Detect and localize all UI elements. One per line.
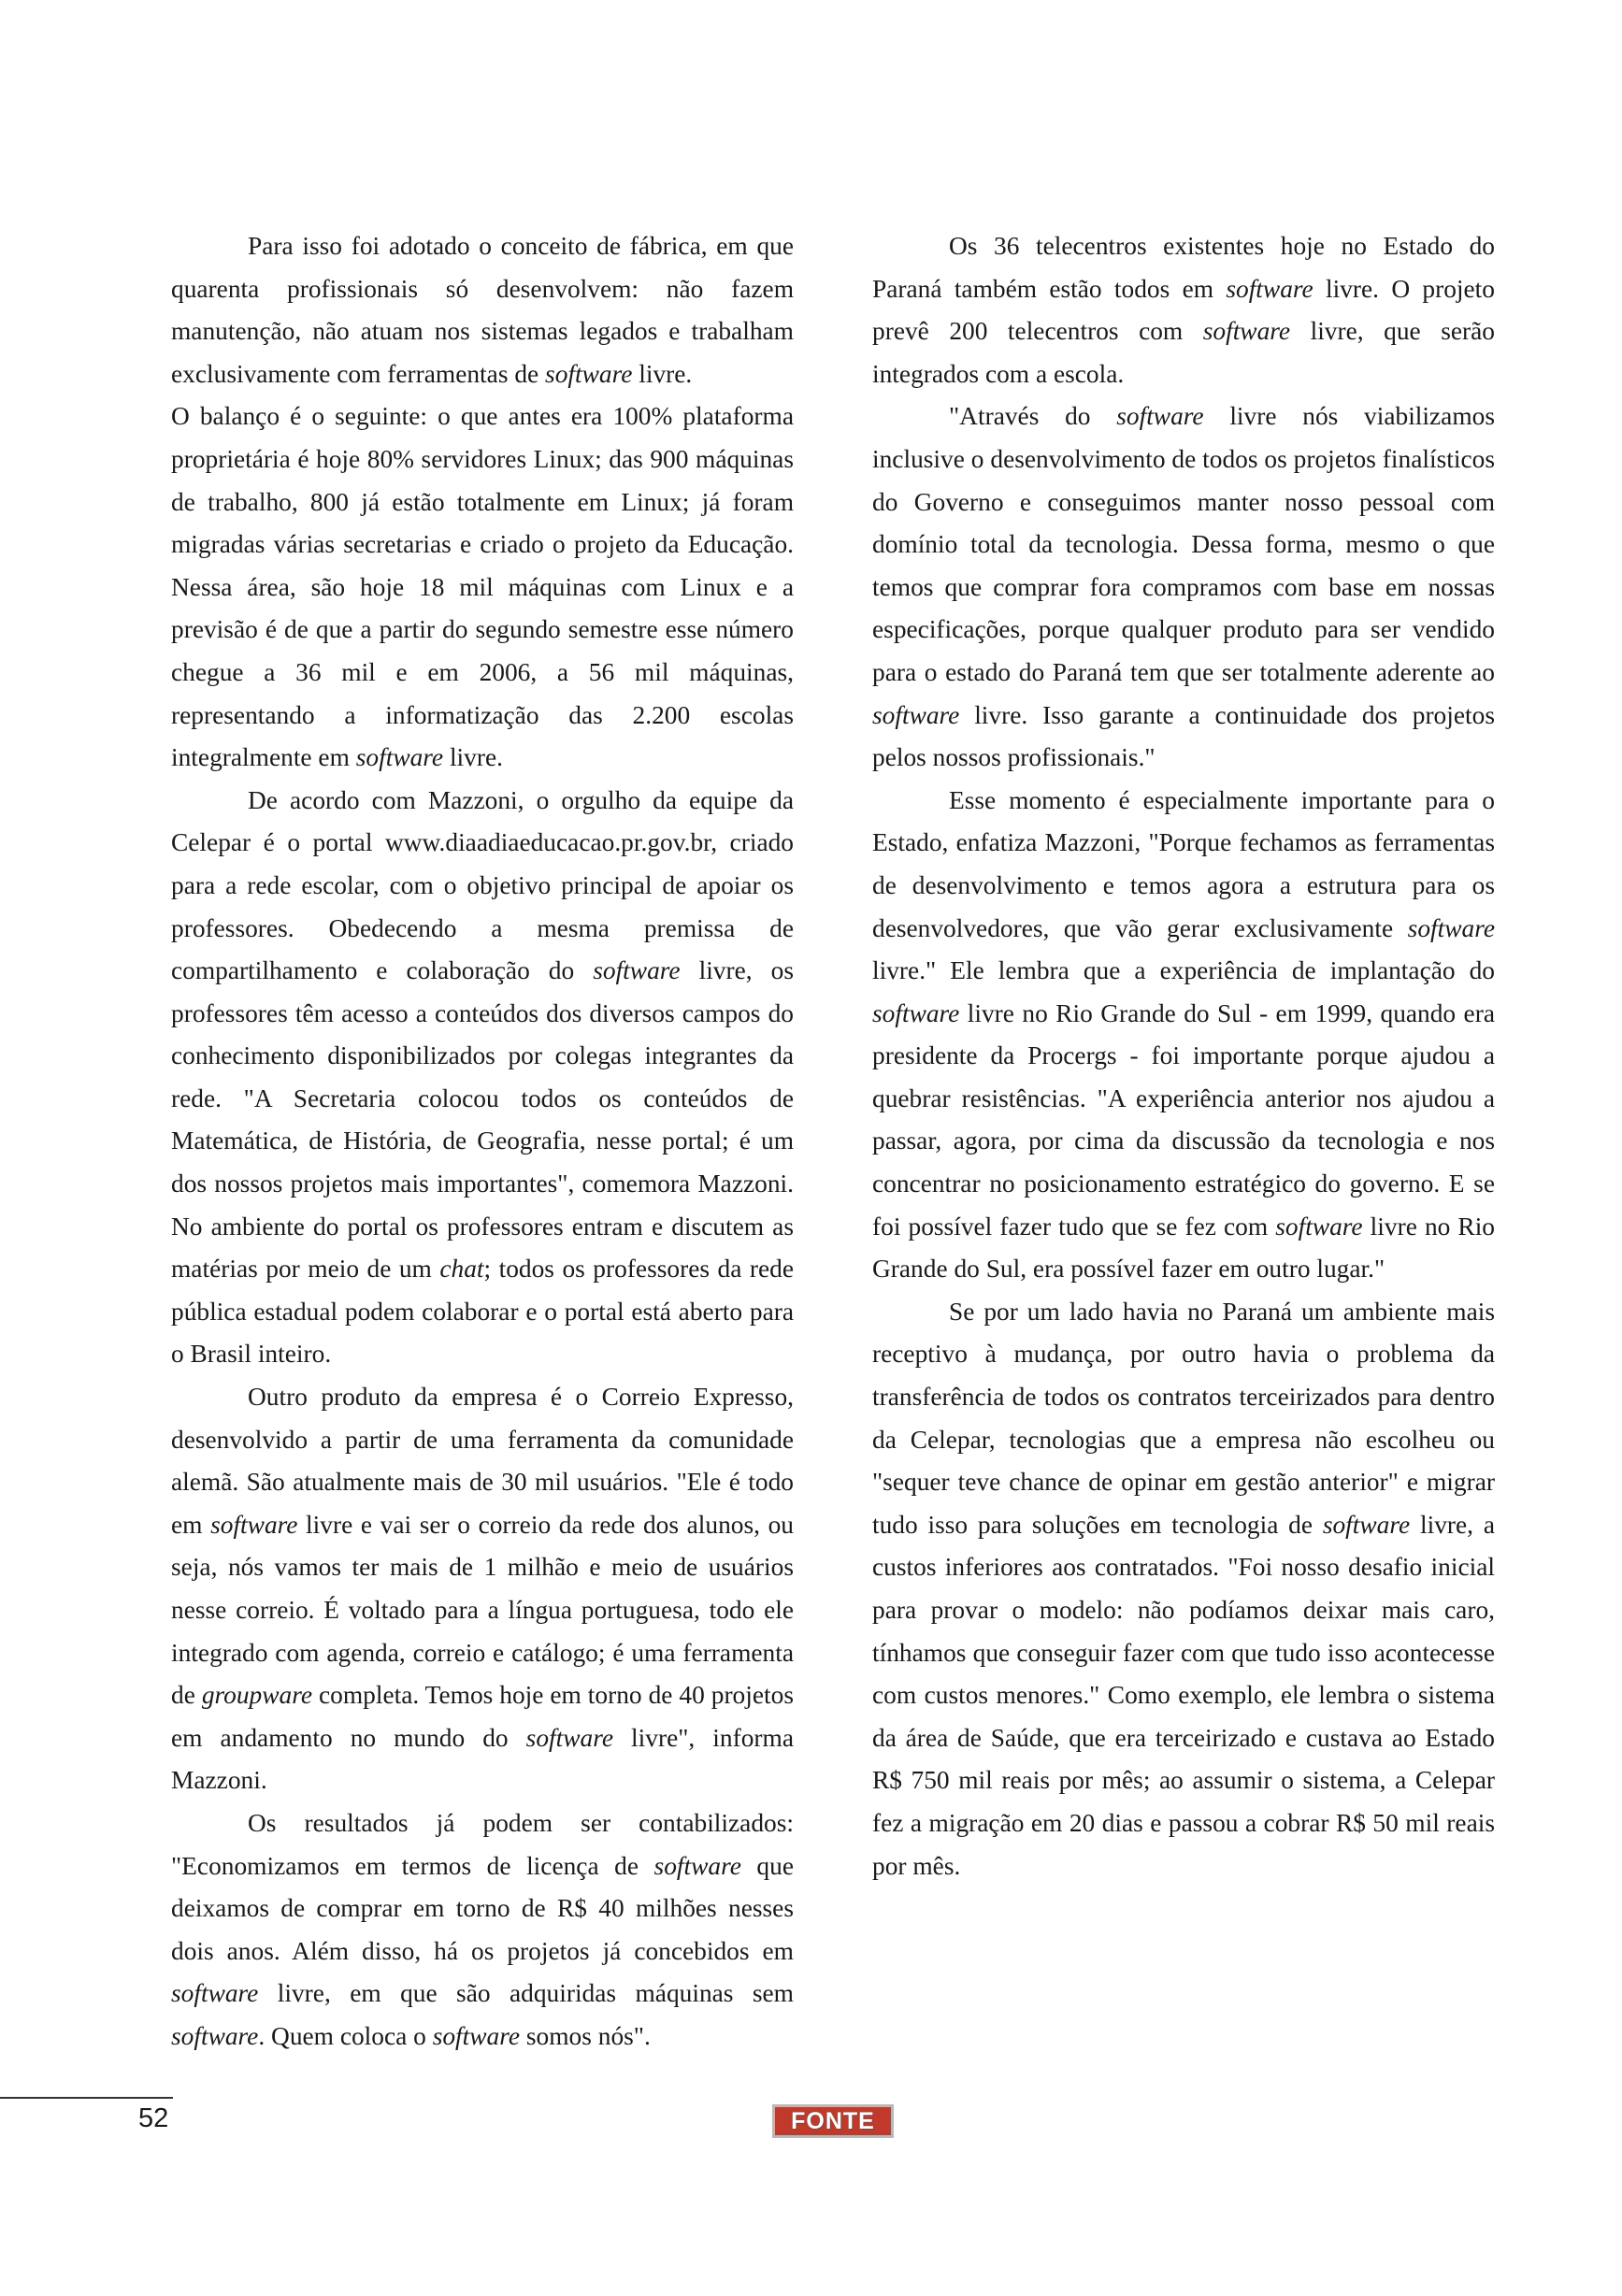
left-paragraph-5: Os resultados já podem ser contabilizados: "Economizamos em termos de licença de software que deixamos de comprar em torno de R$ 40 milhões nesses dois anos. Além disso, há os projetos já concebidos em software livre, em que são adquiridas máquinas sem software. Quem coloca o software somos nós". bbox=[171, 1808, 794, 2050]
right-paragraph-4: Se por um lado havia no Paraná um ambiente mais receptivo à mudança, por outro havia o problema da transferência de todos os contratos terceirizados para dentro da Celepar, tecnologias que a empresa não escolheu ou "sequer teve chance de opinar em gestão anterior" e migrar tudo isso para soluções em tecnologia de software livre, a custos inferiores aos contratados. "Foi nosso desafio inicial para provar o modelo: não podíamos deixar mais caro, tínhamos que conseguir fazer com que tudo isso acontecesse com custos menores." Como exemplo, ele lembra o sistema da área de Saúde, que era terceirizado e custava ao Estado R$ 750 mil reais por mês; ao assumir o sistema, a Celepar fez a migração em 20 dias e passou a cobrar R$ 50 mil reais por mês. bbox=[872, 1297, 1495, 1880]
left-paragraph-2: O balanço é o seguinte: o que antes era 100% plataforma proprietária é hoje 80% servidores Linux; das 900 máquinas de trabalho, 800 já estão totalmente em Linux; já foram migradas várias secretarias e criado o projeto da Educação. Nessa área, são hoje 18 mil máquinas com Linux e a previsão é de que a partir do segundo semestre esse número chegue a 36 mil e em 2006, a 56 mil máquinas, representando a informatização das 2.200 escolas integralmente em software livre. bbox=[171, 402, 794, 772]
left-paragraph-3: De acordo com Mazzoni, o orgulho da equipe da Celepar é o portal www.diaadiaeducacao.pr.gov.br, criado para a rede escolar, com o objetivo principal de apoiar os professores. Obedecendo a mesma premissa de compartilhamento e colaboração do software livre, os professores têm acesso a conteúdos dos diversos campos do conhecimento disponibilizados por colegas integrantes da rede. "A Secretaria colocou todos os conteúdos de Matemática, de História, de Geografia, nesse portal; é um dos nossos projetos mais importantes", comemora Mazzoni. No ambiente do portal os professores entram e discutem as matérias por meio de um chat; todos os professores da rede pública estadual podem colaborar e o portal está aberto para o Brasil inteiro. bbox=[171, 785, 795, 1369]
footer-rule bbox=[0, 2097, 173, 2099]
page-number: 52 bbox=[138, 2103, 169, 2133]
left-paragraph-1: Para isso foi adotado o conceito de fábrica, em que quarenta profissionais só desenvolvem: não fazem manutenção, não atuam nos sistemas legados e trabalham exclusivamente com ferramentas de software livre. bbox=[171, 232, 794, 388]
fonte-logo: FONTE bbox=[772, 2104, 894, 2138]
left-text-column bbox=[171, 225, 794, 2059]
right-paragraph-3: Esse momento é especialmente importante para o Estado, enfatiza Mazzoni, "Porque fechamos as ferramentas de desenvolvimento e temos agora a estrutura para os desenvolvedores, que vão gerar exclusivamente software livre." Ele lembra que a experiência de implantação do software livre no Rio Grande do Sul - em 1999, quando era presidente da Procergs - foi importante porque ajudou a quebrar resistências. "A experiência anterior nos ajudou a passar, agora, por cima da discussão da tecnologia e nos concentrar no posicionamento estratégico do governo. E se foi possível fazer tudo que se fez com software livre no Rio Grande do Sul, era possível fazer em outro lugar." bbox=[872, 785, 1496, 1284]
right-paragraph-1: Os 36 telecentros existentes hoje no Estado do Paraná também estão todos em software livre. O projeto prevê 200 telecentros com software livre, que serão integrados com a escola. bbox=[872, 232, 1495, 388]
left-paragraph-4: Outro produto da empresa é o Correio Expresso, desenvolvido a partir de uma ferramenta da comunidade alemã. São atualmente mais de 30 mil usuários. "Ele é todo em software livre e vai ser o correio da rede dos alunos, ou seja, nós vamos ter mais de 1 milhão e meio de usuários nesse correio. É voltado para a língua portuguesa, todo ele integrado com agenda, correio e catálogo; é uma ferramenta de groupware completa. Temos hoje em torno de 40 projetos em andamento no mundo do software livre", informa Mazzoni. bbox=[171, 1383, 795, 1795]
right-paragraph-2: "Através do software livre nós viabilizamos inclusive o desenvolvimento de todos os projetos finalísticos do Governo e conseguimos manter nosso pessoal com domínio total da tecnologia. Dessa forma, mesmo o que temos que comprar fora compramos com base em nossas especificações, porque qualquer produto para ser vendido para o estado do Paraná tem que ser totalmente aderente ao software livre. Isso garante a continuidade dos projetos pelos nossos profissionais." bbox=[872, 402, 1495, 772]
right-text-column bbox=[872, 225, 1495, 1887]
